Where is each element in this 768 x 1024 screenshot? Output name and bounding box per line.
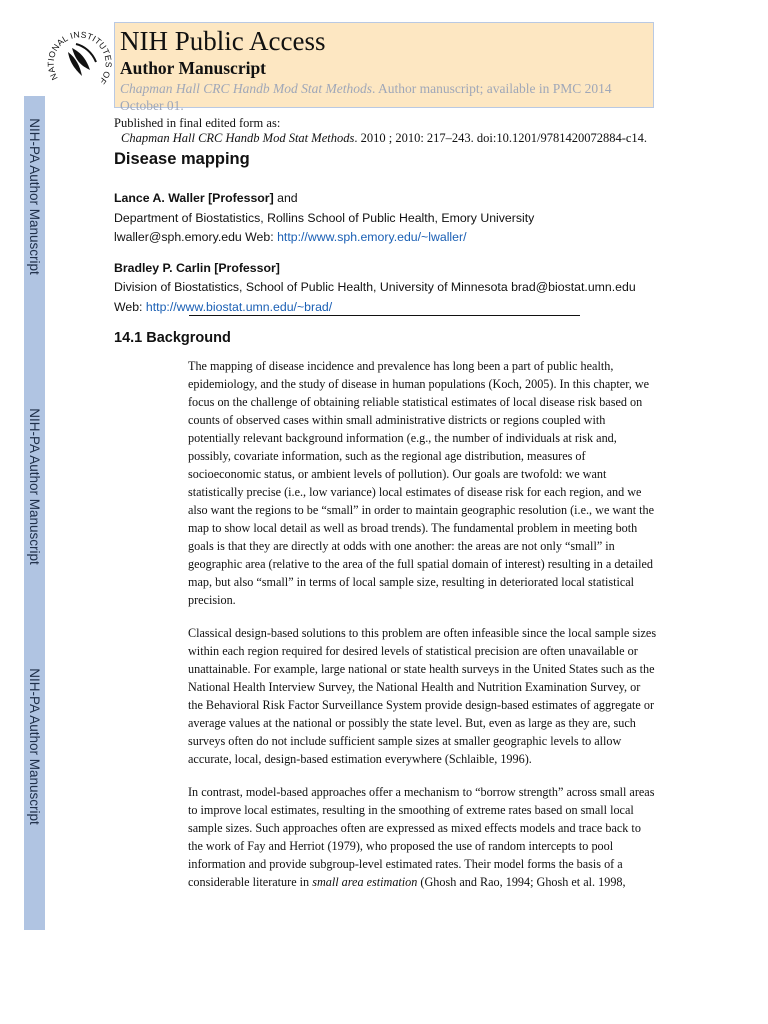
citation-journal: Chapman Hall CRC Handb Mod Stat Methods [120,81,372,96]
author1-email: lwaller@sph.emory.edu Web: [114,230,278,244]
article-body [188,357,658,906]
paragraph-1: The mapping of disease incidence and prevalence has long been a part of public health, epidemiology, and the study of disease in human populations (Koch, 2005). In this chapter, we focus on the challenge of obtaining reliable statistical estimates of local disease risk based on counts of observed cases within small administrative districts or regions coupled with potentially relevant background information (e.g., the number of individuals at risk and, possibly, covariate information, such as the regional age distribution, measures of socioeconomic status, or ambient levels of pollution). Our goals are twofold: we want statistically precise (i.e., low variance) local estimates of disease risk for each region, and we also want the regions to be “small” in order to maintain geographic resolution (i.e., we want the map to show local detail as well as broad trends). The fundamental problem in meeting both goals is that they are directly at odds with one another: the areas are not only “small” in geographic area (relative to the area of the full spatial domain of interest) resulting in a detailed map, but also “small” in terms of local sample size, resulting in deteriorated local statistical precision. [188,359,655,607]
published-line: Published in final edited form as: [114,116,281,130]
paragraph-2: Classical design-based solutions to this problem are often infeasible since the local sample sizes within each region required for desired levels of statistical precision are often unavailable or unattainable. For example, large national or state health surveys in the United States such as the National Health Interview Survey, the National Health and Nutrition Examination Survey, or the Behavioral Risk Factor Surveillance System provide design-based estimates of aggregate or average values at the national or possibly the state level. But, even as large as they are, such surveys often do not include sufficient sample sizes at smaller geographic levels to allow accurate, local, design-based estimation everywhere (Schlaible, 1996). [188,626,657,766]
author1-and: and [273,191,298,205]
author1-line [114,189,674,209]
author-block [114,189,674,317]
published-info [114,116,674,146]
published-reference [114,131,674,146]
section-divider [189,315,580,316]
author1-name: Lance A. Waller [Professor] [114,191,274,205]
banner-subtitle: Author Manuscript [120,58,267,78]
author2-name: Bradley P. Carlin [Professor] [114,260,280,275]
author1-contact [114,228,674,248]
article-title: Disease mapping [114,150,250,168]
author2-web-link[interactable]: http://www.biostat.umn.edu/~brad/ [145,299,333,314]
author1-affiliation: Department of Biostatistics, Rollins School of Public Health, Emory University [114,210,535,225]
banner-citation [120,80,648,114]
sidebar-label-3: NIH-PA Author Manuscript [27,667,42,825]
svg-text:NATIONAL INSTITUTES OF HEALTH: NATIONAL INSTITUTES OF [46,29,114,87]
section-heading: 14.1 Background [114,330,231,346]
published-rest: . 2010 ; 2010: 217–243. doi:10.1201/9781420072884-c14. [354,131,648,145]
published-journal: Chapman Hall CRC Handb Mod Stat Methods [121,131,355,145]
citation-rest: . Author manuscript; available in PMC 2014 [372,81,612,96]
paragraph-3-end: (Ghosh and Rao, 1994; Ghosh et al. 1998, [417,875,626,889]
citation-date: October 01. [120,98,184,113]
sidebar-label-2: NIH-PA Author Manuscript [27,407,42,565]
author2-affiliation: Division of Biostatistics, School of Public Health, University of Minnesota brad@biostat.umn.edu [114,280,636,294]
author2-web-label: Web: [114,299,146,314]
paragraph-3 [188,783,658,891]
banner-title: NIH Public Access [120,26,326,56]
sidebar-label-1: NIH-PA Author Manuscript [27,117,42,275]
paragraph-3-italic: small area estimation [312,875,418,889]
nihpa-sidebar [24,96,45,930]
paragraph-3-start: In contrast, model-based approaches offer a mechanism to “borrow strength” across small areas to improve local estimates, resulting in the smoothing of extreme rates based on small local sample sizes. Such approaches often are expressed as mixed effects models and trace back to the work of Fay and Herriot (1979), who proposed the use of random intercepts to pool information and provide subgroup-level estimated rates. Their model forms the basis of a considerable literature in [188,785,655,889]
author1-web-link[interactable]: http://www.sph.emory.edu/~lwaller/ [277,230,467,244]
nih-seal-logo [46,22,114,98]
nih-public-access-banner [114,22,654,113]
